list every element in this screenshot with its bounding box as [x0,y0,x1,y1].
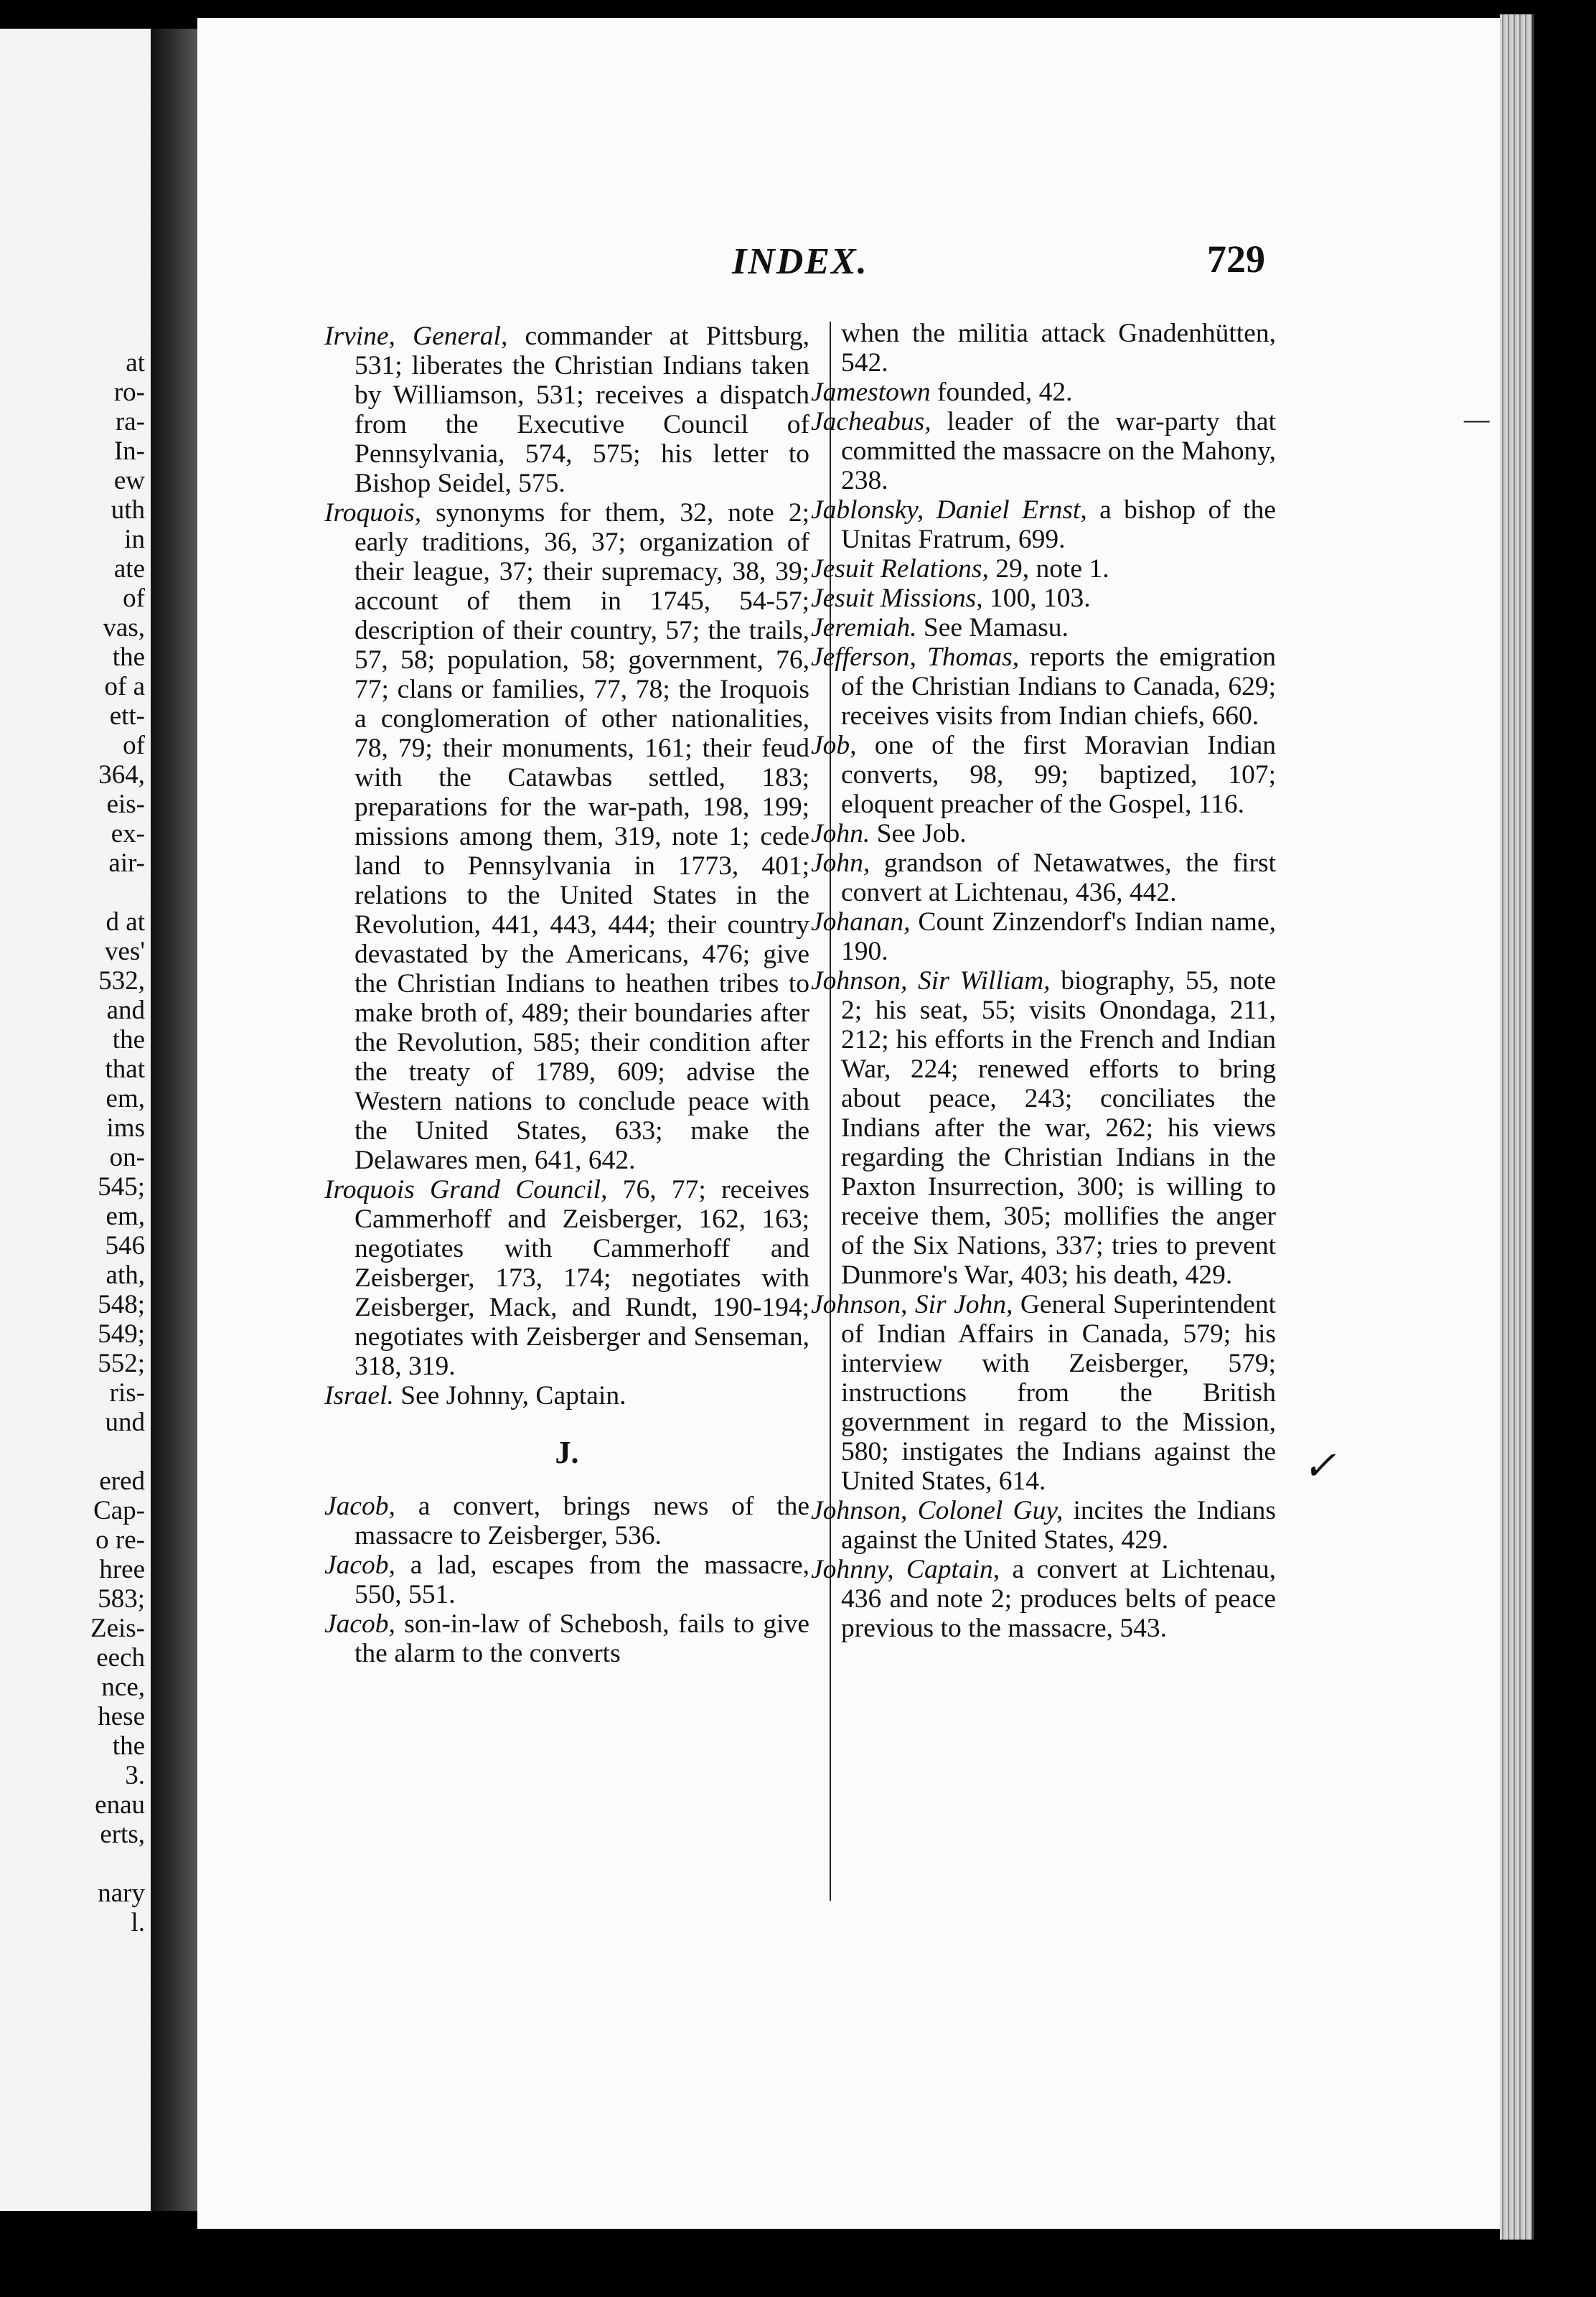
index-entry [811,584,1276,613]
facing-page-fragment: in [124,525,145,554]
facing-page-fragment: on- [109,1143,145,1172]
facing-page-fragment: 545; [98,1172,145,1202]
facing-page-fragment: ra- [115,407,145,436]
entry-text: commander at Pittsburg, 531; liberates the Christian Indians taken by Williamson, 531; receives a dispatch from the Executive Council of Pennsylvania, 574, 575; his letter to Bishop Seidel, 575. [355,322,809,498]
facing-page-fragment: d at [105,907,145,937]
facing-page-fragment: ate [113,554,145,584]
index-column-left [324,322,809,1668]
facing-page-fragment: hree [99,1555,145,1584]
entry-text: incites the Indians against the United States, 429. [841,1496,1276,1555]
book-gutter [151,29,197,2211]
entries-j [324,1492,809,1668]
entry-text: a convert, brings news of the massacre to Zeisberger, 536. [355,1492,809,1550]
entry-heading: Irvine, General, [324,322,508,351]
index-entry [811,554,1276,584]
facing-page-fragment: l. [131,1908,145,1937]
facing-page-fragment: eis- [106,790,145,819]
section-letter: J. [555,1435,579,1470]
facing-page-fragment: 546 [105,1231,145,1260]
facing-page-fragment: 3. [125,1761,145,1790]
entry-heading: Jesuit Relations, [811,554,989,584]
facing-page-fragment: und [105,1408,145,1437]
facing-page-fragment: em, [105,1202,145,1231]
entry-heading: Jeremiah. [811,613,917,642]
facing-page-fragment: In- [113,436,145,466]
entry-text: leader of the war-party that committed the massacre on the Mahony, 238. [841,407,1276,495]
facing-page-fragment: air- [108,848,145,878]
facing-page-fragment: nce, [101,1673,145,1702]
entry-text: General Superintendent of Indian Affairs in Canada, 579; his interview with Zeisberger, 579; instructions from the British government in regard to the Mission, 580; instigates the Indians against the United States, 614. [841,1290,1276,1496]
facing-page-fragment: ves' [105,937,145,966]
facing-page-fragment: o re- [95,1525,145,1555]
facing-page-fragment: ew [113,466,145,495]
facing-page-fragment: that [105,1054,145,1084]
entry-heading: Iroquois, [324,498,422,528]
facing-page-fragment: vas, [103,613,145,642]
facing-page-fragment: ims [106,1113,145,1143]
facing-page-fragment: of [123,731,145,760]
facing-page-fragment: 549; [98,1319,145,1349]
page-edges [1500,14,1534,2240]
index-entry [811,819,1276,848]
facing-page-fragment: erts, [100,1820,145,1849]
entry-text: See Job. [870,819,967,848]
entry-text: reports the emigration of the Christian Indians to Canada, 629; receives visits from Indian chiefs, 660. [841,642,1276,731]
index-entry [811,495,1276,554]
index-entry [324,1492,809,1550]
entry-heading: John, [811,848,870,878]
entry-heading: John. [811,819,870,848]
entry-heading: Johnson, Sir William, [811,966,1051,996]
facing-page-fragment: hese [98,1702,145,1731]
index-entry [324,1381,809,1411]
facing-page-fragment: ex- [111,819,145,848]
margin-tick-mark: — [1464,403,1490,435]
entry-heading: Johnson, Sir John, [811,1290,1013,1319]
entry-text: son-in-law of Schebosh, fails to give the alarm to the converts [355,1609,809,1668]
entry-heading: Jamestown [811,378,931,407]
facing-page-fragment: 552; [98,1349,145,1378]
facing-page-fragment: of [123,584,145,613]
entry-text: Count Zinzendorf's Indian name, 190. [841,907,1276,966]
facing-page-fragment: ett- [109,701,145,731]
entry-text: founded, 42. [930,378,1073,407]
entry-text: one of the first Moravian Indian converts, 98, 99; baptized, 107; eloquent preacher of the Gospel, 116. [841,731,1276,819]
index-entry [811,642,1276,731]
entry-heading: Jacob, [324,1550,395,1580]
facing-page-fragment: the [112,642,145,672]
facing-page-fragment: Cap- [93,1496,145,1525]
index-entry [811,407,1276,495]
entry-heading: Job, [811,731,857,760]
index-entry [324,322,809,498]
entry-heading: Johnny, Captain, [811,1555,1000,1584]
entry-text: 29, note 1. [988,554,1109,584]
facing-page-fragment: ath, [105,1260,145,1290]
entry-text: 100, 103. [982,584,1091,613]
facing-page [0,29,151,2211]
index-column-right [811,319,1276,1643]
facing-page-fragment: eech [96,1643,145,1673]
index-entry [324,1609,809,1668]
facing-page-fragment: em, [105,1084,145,1113]
entry-heading: Johnson, Colonel Guy, [811,1496,1064,1525]
index-entry [324,498,809,1175]
entry-heading: Iroquois Grand Council, [324,1175,608,1204]
facing-page-fragment: and [106,996,145,1025]
facing-page-fragment: nary [98,1879,145,1908]
index-entry [811,378,1276,407]
facing-page-fragment: ris- [109,1378,145,1408]
facing-page-fragment: 532, [98,966,145,996]
entry-text: biography, 55, note 2; his seat, 55; visits Onondaga, 211, 212; his efforts in the French and Indian War, 224; renewed efforts to bring about peace, 243; conciliates the Indians after the war, 262; his views regarding the Christian Indians in the Paxton Insurrection, 300; is willing to receive them, 305; mollifies the anger of the Six Nations, 337; tries to prevent Dunmore's War, 403; his death, 429. [841,966,1276,1290]
entry-heading: Jefferson, Thomas, [811,642,1020,672]
index-entry [811,1555,1276,1643]
facing-page-fragment: ro- [113,378,145,407]
entry-text: synonyms for them, 32, note 2; early traditions, 36, 37; organization of their league, 37; their supremacy, 38, 39; account of them in 1745, 54-57; description of their country, 57; the trails, 57, 58; population, 58; government, 76, 77; clans or families, 77, 78; the Iroquois a conglomeration of other nationalities, 78, 79; their monuments, 161; their feud with the Catawbas settled, 183; preparations for the war-path, 198, 199; missions among them, 319, note 1; cede land to Pennsylvania in 1773, 401; relations to the United States in the Revolution, 441, 443, 444; their country devastated by the Americans, 476; give the Christian Indians to heathen tribes to make broth of, 489; their boundaries after the Revolution, 585; their condition after the treaty of 1789, 609; advise the Western nations to conclude peace with the United States, 633; make the Delawares men, 641, 642. [355,498,809,1175]
index-entry [811,1496,1276,1555]
facing-page-fragment: at [126,348,145,378]
entry-heading: Jacob, [324,1609,395,1639]
entry-continuation: when the militia attack Gnadenhütten, 542. [841,319,1276,378]
entry-text: See Mamasu. [916,613,1069,642]
page-number: 729 [1207,238,1265,281]
entry-heading: Jacob, [324,1492,395,1521]
entry-text: a convert at Lichtenau, 436 and note 2; produces belts of peace previous to the massacre, 543. [841,1555,1276,1643]
facing-page-fragment: Zeis- [90,1614,145,1643]
facing-page-fragment: ered [99,1466,145,1496]
entry-heading: Jablonsky, Daniel Ernst, [811,495,1087,525]
entry-heading: Johanan, [811,907,911,937]
entries-i [324,322,809,1411]
entry-text: See Johnny, Captain. [393,1381,626,1411]
pencil-checkmark: ✓ [1302,1444,1336,1489]
facing-page-fragment: the [112,1731,145,1761]
index-entry [324,1550,809,1609]
facing-page-fragment: 548; [98,1290,145,1319]
index-entry [811,1290,1276,1496]
index-entry [324,1175,809,1381]
page-title: INDEX. [732,241,868,282]
index-entry [811,848,1276,907]
facing-page-fragment: the [112,1025,145,1054]
entry-text: a lad, escapes from the massacre, 550, 551. [355,1550,809,1609]
facing-page-fragment: 364, [98,760,145,790]
index-entry [811,907,1276,966]
entry-text: 76, 77; receives Cammerhoff and Zeisberger, 162, 163; negotiates with Cammerhoff and Zeisberger, 173, 174; negotiates with Zeisberger, Mack, and Rundt, 190-194; negotiates with Zeisberger and Senseman, 318, 319. [355,1175,810,1381]
facing-page-fragment: 583; [98,1584,145,1614]
facing-page-fragment: of a [104,672,145,701]
index-entry [811,731,1276,819]
entry-heading: Jacheabus, [811,407,931,436]
entry-heading: Israel. [324,1381,394,1411]
entry-text: a bishop of the Unitas Fratrum, 699. [841,495,1276,554]
entry-text: grandson of Netawatwes, the first convert at Lichtenau, 436, 442. [841,848,1276,907]
entries-j-right [811,378,1276,1643]
facing-page-fragment: enau [95,1790,145,1820]
entry-heading: Jesuit Missions, [811,584,983,613]
index-entry [811,966,1276,1290]
facing-page-fragment: uth [111,495,145,525]
index-entry [811,613,1276,642]
